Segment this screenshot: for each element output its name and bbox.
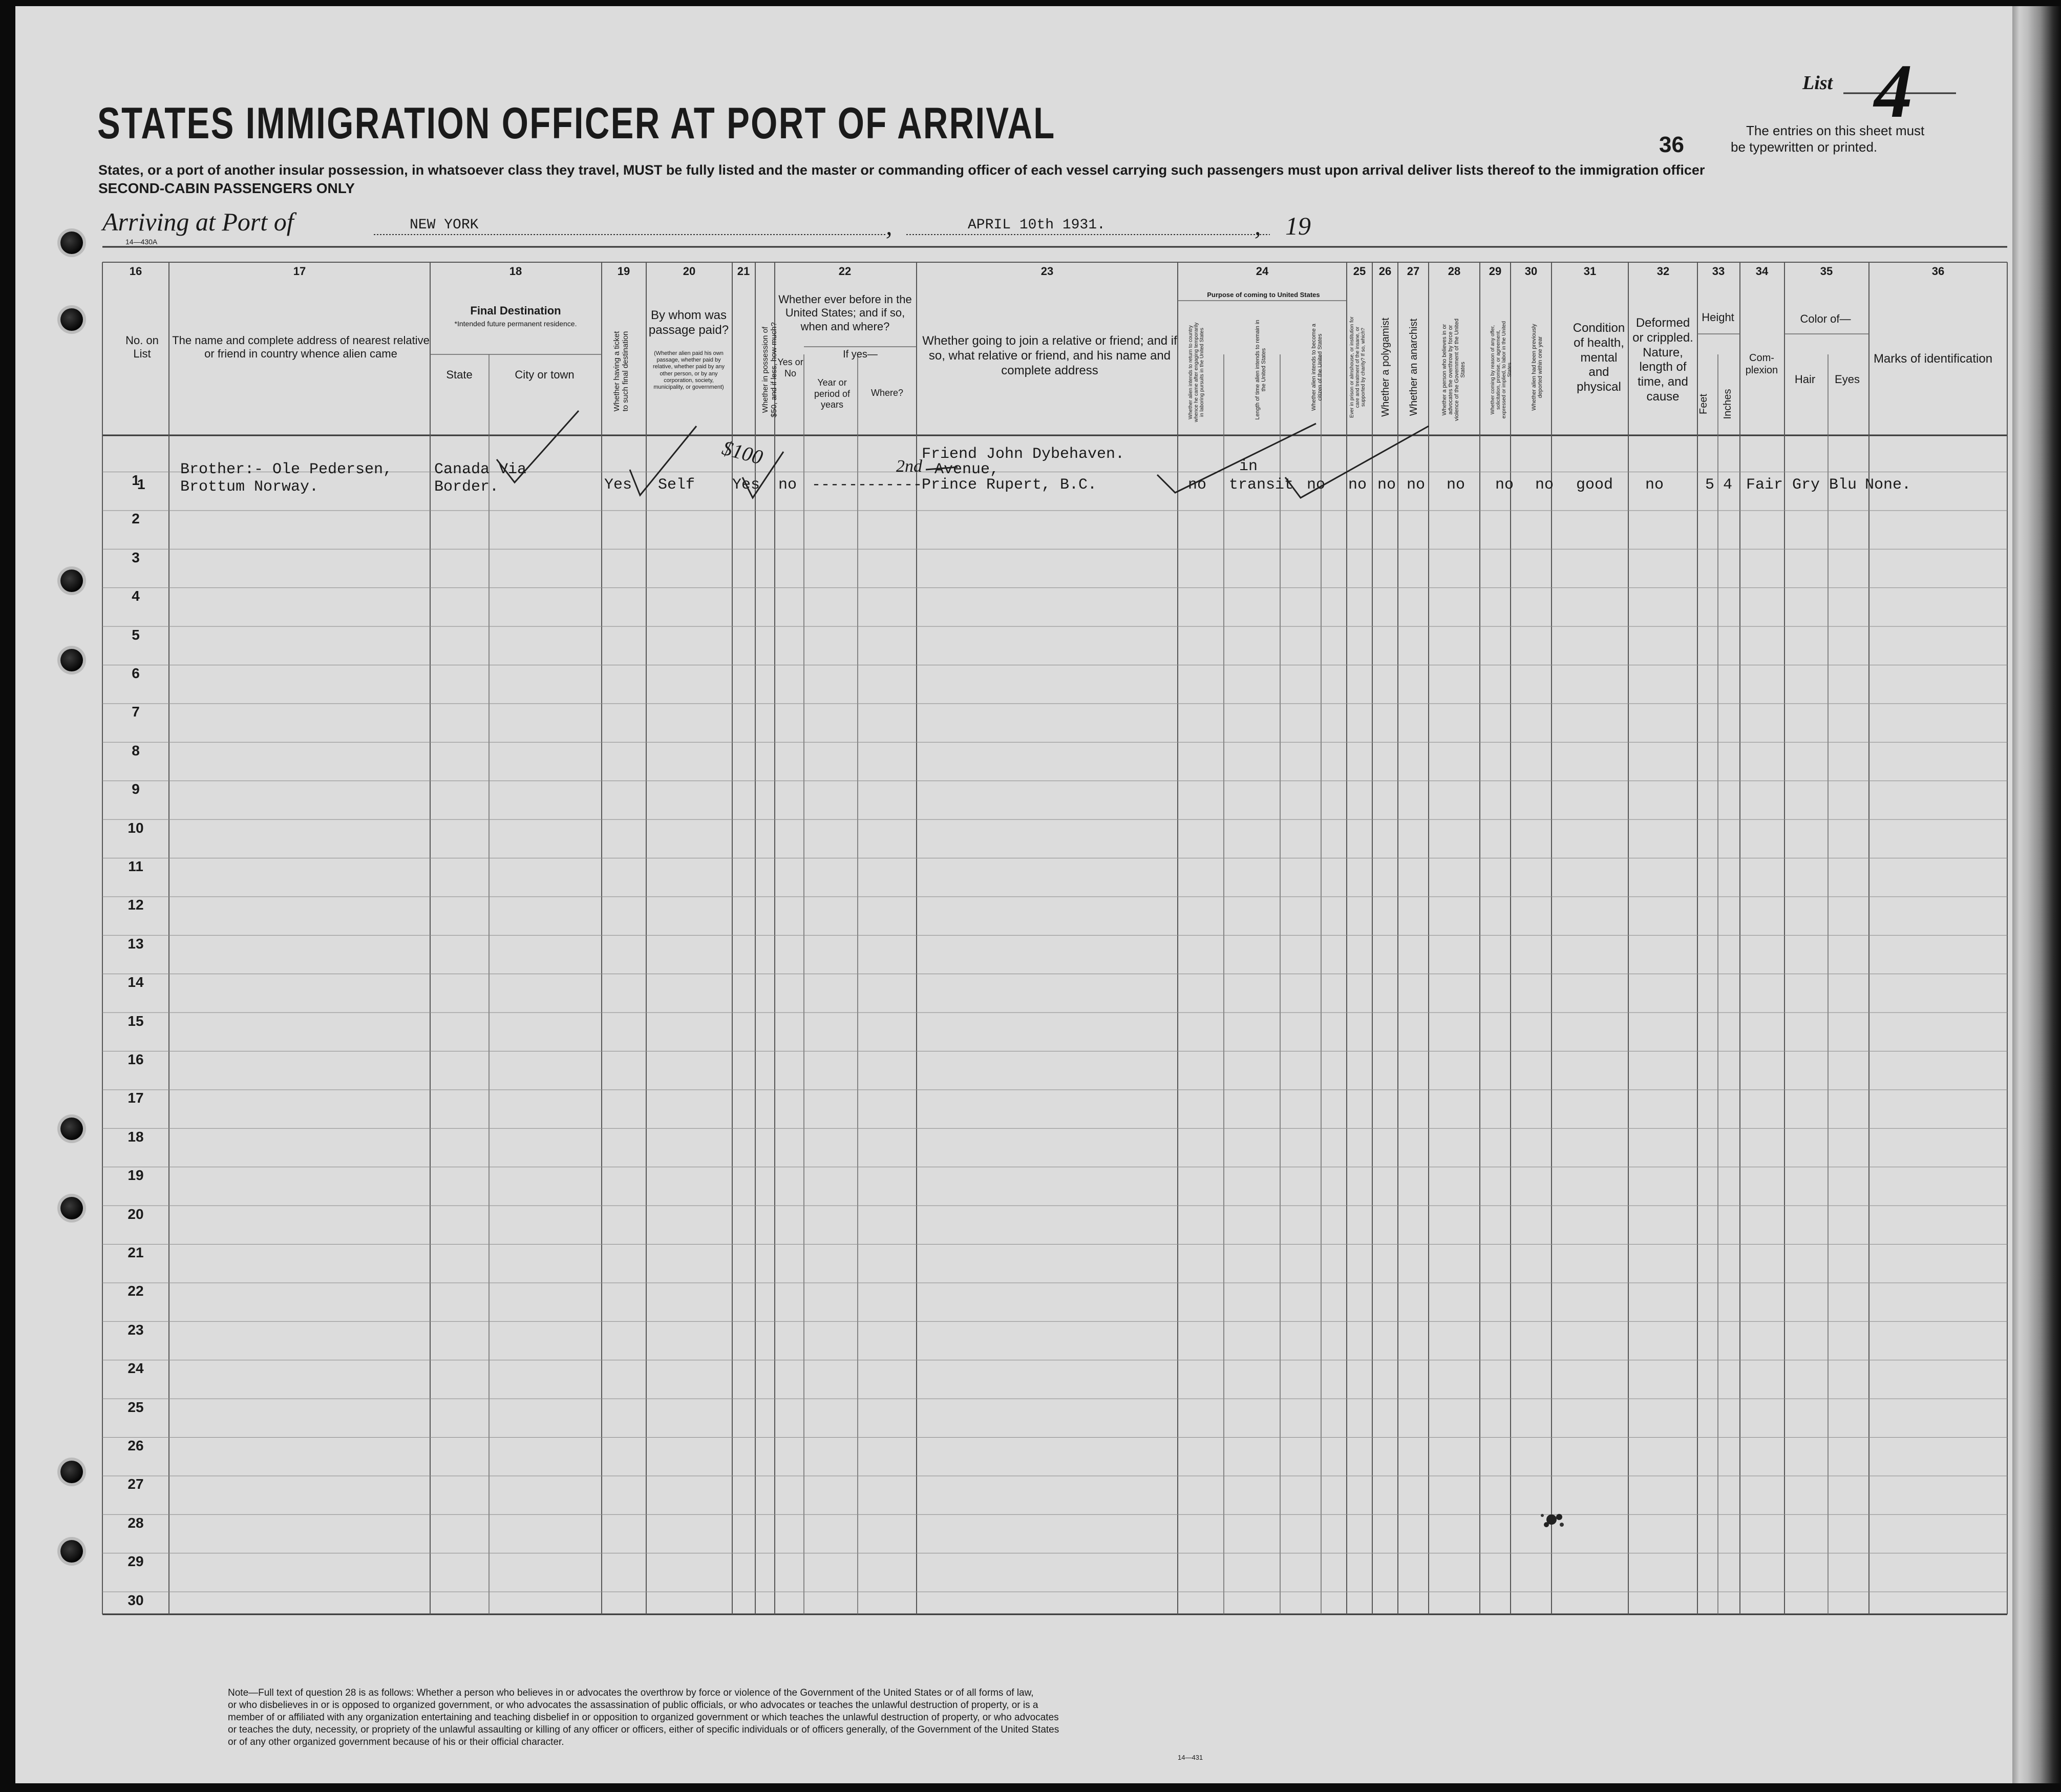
row-number: 20 [128, 1206, 144, 1222]
column-number: 35 [1820, 265, 1833, 278]
row-number: 9 [132, 781, 140, 797]
row-number: 14 [128, 974, 144, 990]
entry-prison: no [1348, 476, 1367, 494]
entry-deported: no [1535, 476, 1554, 494]
typewritten-note-1: The entries on this sheet must [1746, 123, 1925, 138]
col26-header: Whether a polygamist [1380, 318, 1391, 417]
column-number: 34 [1755, 265, 1769, 278]
entry-eyes: Blu [1829, 476, 1857, 494]
row-number: 7 [132, 704, 140, 720]
col16-header: No. on List [125, 334, 159, 361]
row-number: 29 [128, 1553, 144, 1570]
col28-header: Whether a person who believes in or advocates the overthrow by force or violence of the Government of the United States [1441, 319, 1467, 421]
footnote-line5: or of any other organized government because of his or their official character. [228, 1737, 564, 1747]
column-number: 29 [1489, 265, 1502, 278]
row-number: 30 [128, 1592, 144, 1608]
year-label: 19 [1285, 212, 1311, 240]
column-number: 17 [293, 265, 306, 278]
col18-state: State [446, 368, 473, 381]
col22-ifyes: If yes— [843, 349, 878, 360]
row-number: 11 [128, 858, 143, 874]
row-number: 18 [128, 1128, 144, 1145]
entry-inches: 4 [1723, 476, 1733, 494]
arriving-label: Arriving at Port of [102, 207, 294, 236]
footnote-line1: Note—Full text of question 28 is as follows: Whether a person who believes in or advocates the overthrow by force or violence of the Government of the United States or of all forms of law, [228, 1688, 1034, 1698]
row-number: 21 [128, 1245, 144, 1260]
entry-labor-offer: no [1495, 476, 1514, 494]
col35-title: Color of— [1800, 312, 1851, 325]
entry-feet: 5 [1705, 476, 1715, 494]
column-number: 16 [129, 265, 142, 278]
form-code-top: 14—430A [125, 238, 158, 246]
port-value: NEW YORK [410, 217, 479, 233]
row-number: 28 [128, 1514, 144, 1531]
check-mark [742, 452, 783, 498]
entry-length-stay-1: in [1239, 458, 1258, 475]
col32-header: Deformed or crippled. Nature, length of time, and cause [1632, 316, 1693, 404]
column-number: 26 [1378, 265, 1392, 278]
column-number: 20 [683, 265, 696, 278]
col21-header: Whether in possession of $50, and if less, how much? [761, 322, 778, 417]
col24a-header: Whether alien intends to return to country whence he came after engaging temporarily in laboring pursuits in the United States [1188, 322, 1205, 423]
col29-header: Whether coming by reason of any offer, solicitation, promise, or agreement, expressed or implied, to labor in the United States [1490, 321, 1513, 419]
col33-feet: Feet [1698, 393, 1709, 415]
row-number: 8 [132, 742, 140, 758]
column-number: 32 [1656, 265, 1670, 278]
col20-note: (Whether alien paid his own passage, whether paid by relative, whether paid by any other person, or by any corporation, society, municipality, or government) [652, 350, 725, 390]
col19-header: Whether having a ticket to such final destination [612, 331, 630, 412]
comma-1: , [886, 212, 893, 240]
entry-before-in-us: no [778, 476, 797, 494]
entry-join-line3: Prince Rupert, B.C. [922, 476, 1097, 494]
entry-return-intent: no [1188, 476, 1207, 494]
entry-relative-line2: Brottum Norway. [180, 478, 319, 496]
col18-title: Final Destination [470, 304, 561, 317]
row-number: 27 [128, 1476, 144, 1492]
column-number: 28 [1448, 265, 1461, 278]
row-number: 12 [128, 897, 144, 913]
footnote-line3: member of or affiliated with any organization entertaining and teaching disbelief in or opposition to organized government or which teaches the unlawful destruction of property, or who advocates [228, 1712, 1059, 1723]
entry-destination-line2: Border. [434, 478, 499, 496]
row-number: 25 [128, 1399, 144, 1415]
entry-destination-line1: Canada Via [434, 461, 527, 478]
col35-eyes: Eyes [1835, 373, 1860, 386]
entry-marks: None. [1865, 476, 1911, 494]
entry-join-line2: Avenue, [934, 461, 1000, 478]
entry-no: 1 [137, 476, 145, 492]
column-number: 21 [737, 265, 750, 278]
row-number: 13 [128, 935, 144, 952]
row-number: 4 [132, 588, 140, 604]
cabin-class: SECOND-CABIN PASSENGERS ONLY [98, 180, 355, 196]
row-number: 3 [132, 549, 140, 565]
column-number: 36 [1931, 265, 1945, 278]
col20-title: By whom was passage paid? [648, 308, 729, 337]
list-number: 4 [1874, 49, 1913, 134]
row-number: 23 [128, 1321, 144, 1338]
col35-hair: Hair [1794, 373, 1816, 386]
col24b-header: Length of time alien intends to remain in the United States [1255, 320, 1267, 420]
col33-title: Height [1702, 311, 1734, 324]
col27-header: Whether an anarchist [1408, 318, 1419, 416]
col22-title: Whether ever before in the United States; and if so, when and where? [778, 293, 912, 333]
column-number: 19 [617, 265, 630, 278]
instruction-text: States, or a port of another insular possession, in whatsoever class they travel, MUST be fully listed and the master or commanding officer of each vessel carrying such passengers must upon arrival deliver lists thereof to the immigration officer [98, 162, 1705, 178]
entry-join-line1: Friend John Dybehaven. [922, 446, 1125, 463]
column-number: 18 [509, 265, 522, 278]
entry-citizen-intent: no [1307, 476, 1326, 494]
check-mark [1157, 424, 1316, 493]
check-mark [497, 411, 579, 482]
row-number: 17 [128, 1090, 144, 1106]
row-number: 1 [132, 472, 140, 488]
column-number: 30 [1524, 265, 1538, 278]
sheet-number: 36 [1659, 132, 1684, 157]
inspector-check-marks [15, 6, 2012, 518]
entry-ticket: Yes [604, 476, 632, 494]
footnote-line2: or who disbelieves in or is opposed to organized government, or who advocates the assassination of public officials, or who advocates or teaches the unlawful destruction of property, or is a [228, 1700, 1038, 1711]
column-number: 24 [1256, 265, 1269, 278]
col33-inches: Inches [1722, 389, 1733, 419]
entry-hair: Gry [1792, 476, 1820, 494]
strike-through [926, 467, 958, 470]
column-number: 27 [1407, 265, 1420, 278]
entry-length-stay-2: transit [1229, 476, 1294, 494]
row-number: 16 [128, 1051, 144, 1067]
col30-header: Whether alien had been previously deported within one year [1531, 324, 1544, 411]
page-edge [2012, 6, 2061, 1783]
entry-relative-line1: Brother:- Ole Pedersen, [180, 461, 393, 478]
row-number: 6 [132, 665, 140, 681]
col22-yesno: Yes or No [777, 357, 803, 378]
column-number: 22 [838, 265, 852, 278]
row-number: 22 [128, 1283, 144, 1299]
col24c-header: Whether alien intends to become a citizen of the United States [1311, 324, 1324, 411]
entry-health: good [1576, 476, 1613, 494]
column-number: 25 [1353, 265, 1366, 278]
col22-year: Year or period of years [814, 377, 851, 410]
row-number: 26 [128, 1438, 144, 1453]
footnote-line4: or teaches the duty, necessity, or propriety of the unlawful assaulting or killing of any officer or officers, either of specific individuals or of officers generally, of the Government of the United States [228, 1724, 1059, 1735]
form-heading: STATES IMMIGRATION OFFICER AT PORT OF ARRIVAL [97, 99, 1056, 148]
date-value: APRIL 10th 1931. [968, 217, 1106, 233]
col18-city: City or town [515, 368, 575, 381]
row-number: 24 [128, 1360, 144, 1377]
entry-deformed: no [1645, 476, 1664, 494]
entry-money: Yes [732, 476, 760, 494]
col31-header: Condition of health, mental and physical [1573, 321, 1625, 394]
entry-money-note: $100 [719, 436, 766, 469]
col23-header: Whether going to join a relative or friend; and if so, what relative or friend, and his name and complete address [922, 334, 1177, 377]
list-label-text: List [1802, 72, 1833, 94]
col36-header: Marks of identification [1873, 352, 1993, 366]
column-number: 23 [1040, 265, 1054, 278]
manifest-sheet [15, 6, 2012, 1783]
row-number: 15 [128, 1013, 144, 1029]
row-number: 19 [128, 1167, 144, 1184]
col22-where: Where? [870, 388, 904, 398]
col25-header: Ever in prison or almshouse, or institution for care and treatment of the insane, or supported by charity? If so, which? [1349, 317, 1366, 418]
entry-passage-paid: Self [658, 476, 695, 494]
col24-title: Purpose of coming to United States [1207, 291, 1320, 299]
column-number: 33 [1712, 265, 1725, 278]
column-number: 31 [1583, 265, 1597, 278]
typewritten-note-2: be typewritten or printed. [1731, 139, 1878, 155]
entry-complexion: Fair [1746, 476, 1783, 494]
row-number: 2 [132, 511, 140, 527]
entry-join-annotation: 2nd [896, 457, 922, 476]
entry-before-dashes: ------------ [812, 476, 923, 494]
entry-polygamist: no [1377, 476, 1396, 494]
entry-anarchist: no [1407, 476, 1426, 494]
col17-header: The name and complete address of nearest relative or friend in country whence alien came [172, 334, 430, 361]
col34-header: Com-plexion [1745, 352, 1778, 376]
row-number: 5 [132, 626, 140, 643]
row-number: 10 [128, 819, 144, 836]
entry-overthrow: no [1447, 476, 1465, 494]
check-mark [1285, 426, 1429, 498]
col18-note: *Intended future permanent residence. [454, 320, 577, 328]
comma-2: , [1255, 212, 1261, 240]
form-code-bottom: 14—431 [1178, 1754, 1203, 1761]
ink-blot [1536, 1504, 1577, 1535]
check-mark [630, 426, 696, 495]
